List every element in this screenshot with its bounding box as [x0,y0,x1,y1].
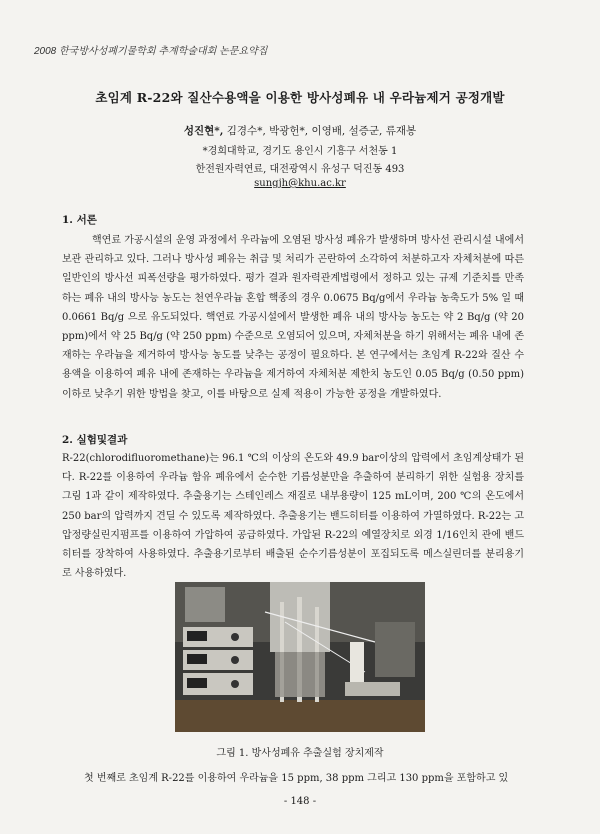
running-header: 2008 한국방사성폐기물학회 추계학술대회 논문요약집 [34,46,268,57]
contact-email[interactable]: sungjh@khu.ac.kr [254,178,346,189]
section-heading-introduction: 1. 서론 [62,214,97,226]
page-number: - 148 - [283,796,317,807]
paper-title: 초임계 R-22와 질산수용액을 이용한 방사성폐유 내 우라늄제거 공정개발 [95,90,505,105]
affiliation-2: 한전원자력연료, 대전광역시 유성구 덕진동 493 [195,164,405,175]
first-author: 성진현*, [183,125,224,137]
experiment-text: R-22(chlorodifluoromethane)는 96.1 ℃의 이상의 온도와 49.9 bar이상의 압력에서 초임계상태가 된다. R-22를 이용하여 우라늄 함유 폐유에서 순수한 기름성분만을 추출하여 분리하기 위한 실험용 장치를 그림 1과 같이 제작하였다. 추출용기는 스테인레스 재질로 내부용량이 125 mL이며, 200 ℃의 온도에서 250 bar의 압력까지 견딜 수 있도록 제작하였다. 추출용기는 밴드히터를 이용하여 가열하였다. R-22는 고압정량실린지펌프를 이용하여 가압하여 공급하였다. 가압된 R-22의 예열장치로 외경 1/16인치 관에 밴드히터를 장착하여 사용하였다. 추출용기로부터 배출된 순수기름성분이 포집되도록 메스실린더를 분리용기로 사용하였다. [62,453,524,580]
experiment-paragraph [62,449,524,583]
introduction-paragraph [62,231,524,404]
continuation-text-content: 첫 번째로 초임계 R-22를 이용하여 우라늄을 15 ppm, 38 ppm 그리고 130 ppm을 포함하고 있 [84,773,509,784]
apparatus-illustration [175,582,425,732]
continuation-text [62,769,542,784]
contact-email-line [0,178,600,189]
author-list [0,122,600,140]
affiliation-1: *경희대학교, 경기도 용인시 기흥구 서천동 1 [202,146,398,157]
figure-caption: 그림 1. 방사성폐유 추출실험 장치제작 [216,748,384,759]
co-authors: 김경수*, 박광헌*, 이영배, 설증군, 류재봉 [223,125,417,137]
experiment-apparatus-photo [175,582,425,732]
introduction-text: 핵연료 가공시설의 운영 과정에서 우라늄에 오염된 방사성 폐유가 발생하며 방사선 관리시설 내에서 보관 관리하고 있다. 그러나 방사성 폐유는 취급 및 처리가 곤란하여 소각하여 처분하고자 자체처분에 따른 일반인의 방사선 피폭선량을 평가하였다. 평가 결과 원자력관계법령에서 정하고 있는 규제 기준치를 만족하는 폐유 내의 방사능 농도는 천연우라늄 혼합 핵종의 경우 0.0675 Bq/g에서 우라늄 농축도가 5% 일 때 0.0661 Bq/g 으로 유도되었다. 핵연료 가공시설에서 발생한 폐유 내의 방사능 농도는 약 2 Bq/g (약 20 ppm)에서 약 25 Bq/g (약 250 ppm) 수준으로 오염되어 있으며, 자체처분을 하기 위해서는 폐유 내에 존재하는 우라늄을 제거하여 방사능 농도를 낮추는 공정이 필요하다. 본 연구에서는 초임계 R-22와 질산 수용액을 이용하여 폐유 내에 존재하는 우라늄을 제거하여 자체처분 제한치 농도인 0.05 Bq/g (0.50 ppm) 이하로 낮추기 위한 방법을 찾고, 이를 바탕으로 실제 적용이 가능한 공정을 개발하였다. [62,235,524,400]
section-heading-experiment: 2. 실험및결과 [62,434,128,446]
